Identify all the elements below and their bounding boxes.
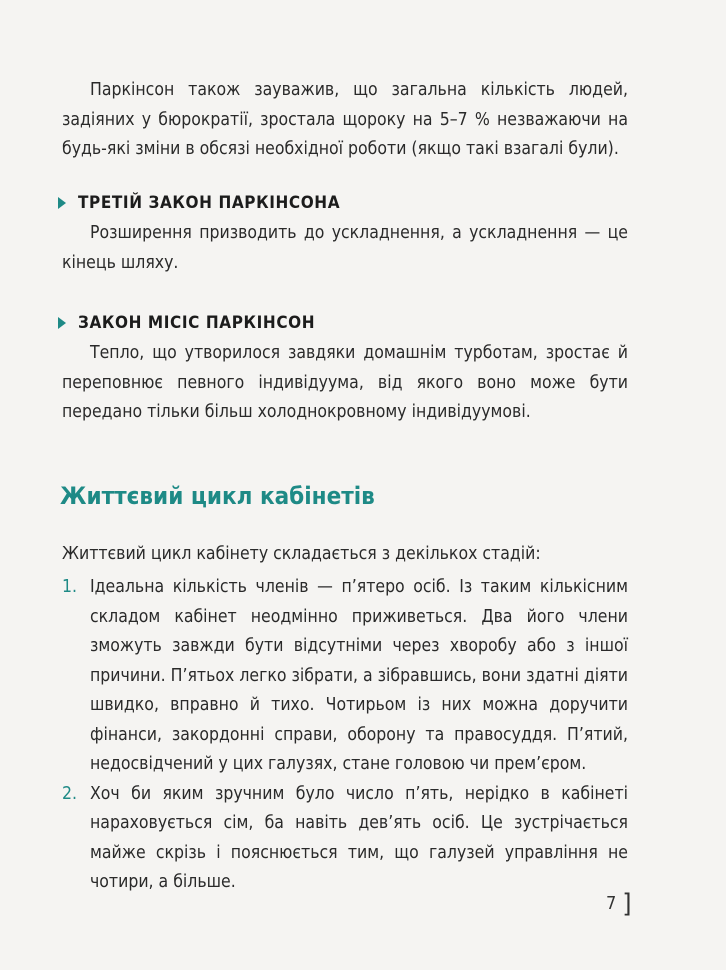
bracket-decoration: ]	[622, 889, 632, 919]
triangle-bullet-icon	[58, 317, 66, 329]
mrs-law-paragraph: Тепло, що утворилося завдяки домашнім турботам, зростає й переповнює певного індивідуума, від якого воно може бути передано тільки більш холоднокровному індивідуумові.	[62, 343, 628, 422]
list-item	[62, 780, 628, 898]
page-number-text: 7	[606, 893, 617, 914]
subheading-mrs-law-text: ЗАКОН МІСІС ПАРКІНСОН	[78, 313, 316, 333]
intro-paragraph: Паркінсон також зауважив, що загальна кількість людей, задіяних у бюрократії, зростала щороку на 5–7 % незважаючи на будь-які зміни в обсязі необхідної роботи (якщо такі взагалі були).	[62, 80, 628, 159]
list-number: 2.	[62, 783, 78, 804]
third-law-paragraph: Розширення призводить до ускладнення, а ускладнення — це кінець шляху.	[62, 223, 628, 273]
section-title: Життєвий цикл кабінетів	[60, 482, 375, 510]
page-number	[606, 889, 631, 919]
stages-list	[62, 573, 628, 898]
section-lead: Життєвий цикл кабінету складається з декількох стадій:	[62, 544, 541, 564]
subheading-mrs-law	[58, 313, 315, 333]
triangle-bullet-icon	[58, 197, 66, 209]
list-item-text: Ідеальна кількість членів — п’ятеро осіб. Із таким кількісним складом кабінет неодмінно приживеться. Два його члени зможуть завжди бути відсутніми через хворобу або з іншої причини. П’ятьох легко зібрати, а зібравшись, вони здатні діяти швидко, вправно й тихо. Чотирьом із них можна доручити фінанси, закордонні справи, оборону та правосуддя. П’ятий, недосвідчений у цих галузях, стане головою чи прем’єром.	[90, 577, 628, 774]
subheading-third-law-text: ТРЕТІЙ ЗАКОН ПАРКІНСОНА	[78, 193, 341, 213]
list-number: 1.	[62, 577, 78, 597]
subheading-third-law	[58, 193, 340, 213]
list-item-text: Хоч би яким зручним було число п’ять, нерідко в кабінеті нараховується сім, ба навіть дев’ять осіб. Це зустрічається майже скрізь і пояснюється тим, що галузей управління не чотири, а більше.	[90, 783, 628, 892]
list-item	[62, 573, 628, 780]
